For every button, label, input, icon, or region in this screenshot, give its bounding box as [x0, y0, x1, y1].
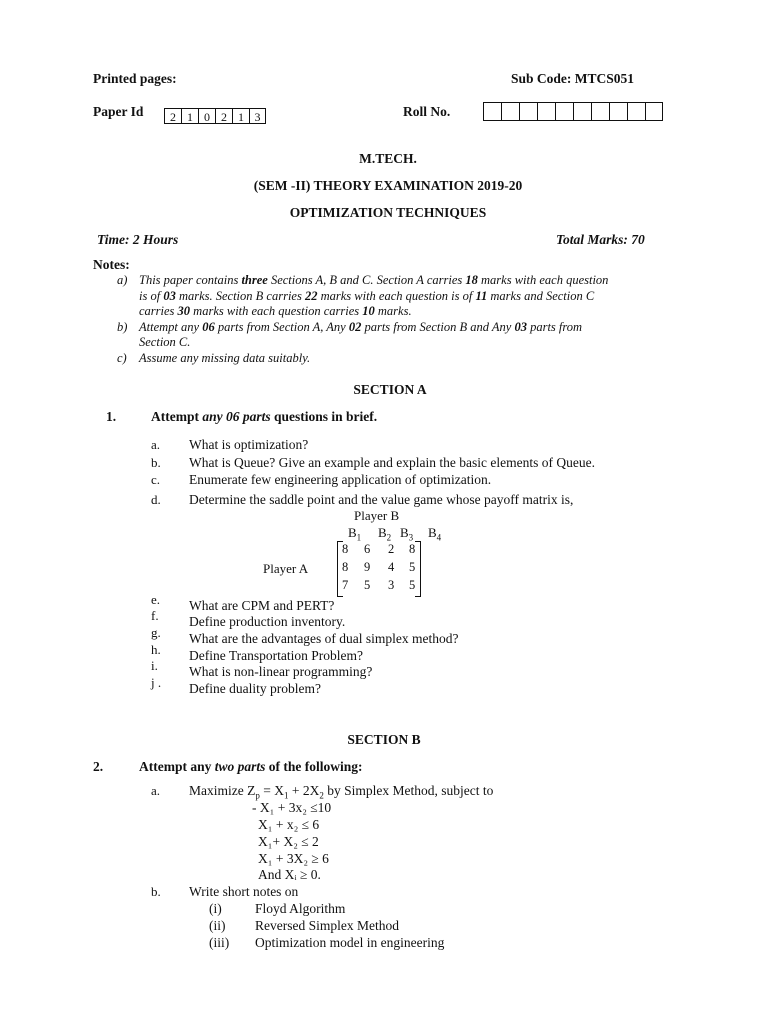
- note-a-label: a): [117, 273, 128, 287]
- roll-no-box: [609, 102, 627, 121]
- payoff-matrix: [337, 541, 421, 595]
- printed-pages-label: Printed pages:: [93, 71, 177, 86]
- matrix-cell: 5: [409, 560, 416, 574]
- constraint: X₁ + 3X₂ ≥ 6: [258, 851, 329, 866]
- item-label: b.: [151, 455, 161, 470]
- player-a-label: Player A: [263, 561, 309, 576]
- note-a-line2: is of 03 marks. Section B carries 22 marks with each question is of 11 marks and Section C: [139, 288, 595, 303]
- matrix-col-header: $B_1$: [348, 525, 362, 543]
- roll-no-boxes: [483, 102, 663, 121]
- constraint: X₁ + x₂ ≤ 6: [258, 817, 320, 832]
- roll-no-box: [555, 102, 573, 121]
- question-text: What is Queue? Give an example and explain the basic elements of Queue.: [189, 455, 595, 470]
- question-1-number: 1.: [106, 409, 117, 424]
- item-label: c.: [151, 472, 161, 487]
- roll-no-box: [573, 102, 591, 121]
- item-label: b.: [151, 884, 161, 899]
- question-2-number: 2.: [93, 759, 104, 774]
- matrix-cell: 8: [409, 542, 416, 556]
- sub-item-label: (i): [209, 901, 222, 916]
- note-a-line3: carries 30 marks with each question carries 10 marks.: [139, 304, 412, 318]
- roll-no-box: [591, 102, 609, 121]
- question-text: What are CPM and PERT?: [189, 598, 335, 613]
- question-text: Define Transportation Problem?: [189, 648, 363, 663]
- exam-title: (SEM -II) THEORY EXAMINATION 2019-20: [253, 178, 523, 193]
- matrix-cell: 6: [364, 542, 371, 556]
- matrix-col-header: $B_3$: [400, 525, 414, 543]
- matrix-cell: 8: [342, 560, 349, 574]
- matrix-col-header: $B_4$: [428, 525, 442, 543]
- note-b-label: b): [117, 319, 128, 334]
- roll-no-box: [645, 102, 663, 121]
- item-label: a.: [151, 437, 161, 452]
- item-label: i.: [151, 658, 158, 673]
- total-marks-label: Total Marks: 70: [556, 232, 645, 247]
- question-text: Define production inventory.: [189, 614, 346, 629]
- note-b-line1: Attempt any 06 parts from Section A, Any 02 parts from Section B and Any 03 parts from: [139, 319, 583, 334]
- sub-item-text: Floyd Algorithm: [255, 901, 346, 916]
- paper-id-digit: 1: [232, 108, 249, 124]
- degree-title: M.TECH.: [359, 151, 417, 166]
- question-1-instruction: Attempt any 06 parts questions in brief.: [151, 409, 378, 424]
- matrix-cell: 5: [409, 578, 416, 592]
- sub-item-text: Reversed Simplex Method: [255, 918, 399, 933]
- matrix-right-bracket: [415, 541, 421, 597]
- paper-id-digit: 1: [181, 108, 198, 124]
- matrix-cell: 2: [388, 542, 395, 556]
- roll-no-box: [483, 102, 501, 121]
- sub-item-text: Optimization model in engineering: [255, 935, 445, 950]
- roll-no-box: [537, 102, 555, 121]
- note-b-line2: Section C.: [139, 335, 191, 349]
- section-a-heading: SECTION A: [353, 382, 427, 397]
- question-2-instruction: Attempt any two parts of the following:: [139, 759, 363, 774]
- sub-item-label: (iii): [209, 935, 230, 950]
- note-c-text: Assume any missing data suitably.: [139, 350, 311, 365]
- question-text: Enumerate few engineering application of optimization.: [189, 472, 492, 487]
- player-b-label: Player B: [354, 508, 400, 523]
- sub-item-label: (ii): [209, 918, 226, 933]
- item-label: d.: [151, 492, 161, 507]
- sub-code: Sub Code: MTCS051: [511, 71, 635, 86]
- time-label: Time: 2 Hours: [97, 232, 179, 247]
- matrix-cell: 7: [342, 578, 349, 592]
- paper-id-digit: 3: [249, 108, 266, 124]
- question-text: Write short notes on: [189, 884, 299, 899]
- constraint: - X₁ + 3x₂ ≤10: [252, 800, 332, 815]
- matrix-cell: 5: [364, 578, 371, 592]
- matrix-cell: 8: [342, 542, 349, 556]
- matrix-cell: 4: [388, 560, 395, 574]
- paper-id-digit: 2: [164, 108, 181, 124]
- matrix-cell: 3: [388, 578, 395, 592]
- question-text: Determine the saddle point and the value game whose payoff matrix is,: [189, 492, 574, 507]
- item-label: a.: [151, 783, 161, 798]
- roll-no-label: Roll No.: [403, 104, 451, 119]
- item-label: e.: [151, 592, 161, 607]
- item-label: h.: [151, 642, 161, 657]
- item-label: j .: [151, 675, 162, 690]
- question-text: What is non-linear programming?: [189, 664, 373, 679]
- notes-heading: Notes:: [93, 257, 130, 272]
- question-text: Maximize $Z_p = X_1 + 2X_2$ by Simplex Method, subject to: [189, 783, 494, 801]
- item-label: g.: [151, 625, 161, 640]
- constraint: X₁+ X₂ ≤ 2: [258, 834, 319, 849]
- note-a-line1: This paper contains three Sections A, B and C. Section A carries 18 marks with each question: [139, 273, 609, 287]
- item-label: f.: [151, 608, 159, 623]
- matrix-col-header: $B_2$: [378, 525, 392, 543]
- roll-no-box: [501, 102, 519, 121]
- note-c-label: c): [117, 350, 127, 365]
- question-text: What is optimization?: [189, 437, 309, 452]
- subject-title: OPTIMIZATION TECHNIQUES: [289, 205, 487, 220]
- question-text: Define duality problem?: [189, 681, 321, 696]
- paper-id-digit: 2: [215, 108, 232, 124]
- roll-no-box: [519, 102, 537, 121]
- matrix-cell: 9: [364, 560, 371, 574]
- section-b-heading: SECTION B: [347, 732, 421, 747]
- question-text: What are the advantages of dual simplex method?: [189, 631, 459, 646]
- paper-id-boxes: [164, 108, 266, 124]
- paper-id-label: Paper Id: [93, 104, 144, 119]
- paper-id-digit: 0: [198, 108, 215, 124]
- constraint: And Xᵢ ≥ 0.: [258, 867, 321, 882]
- roll-no-box: [627, 102, 645, 121]
